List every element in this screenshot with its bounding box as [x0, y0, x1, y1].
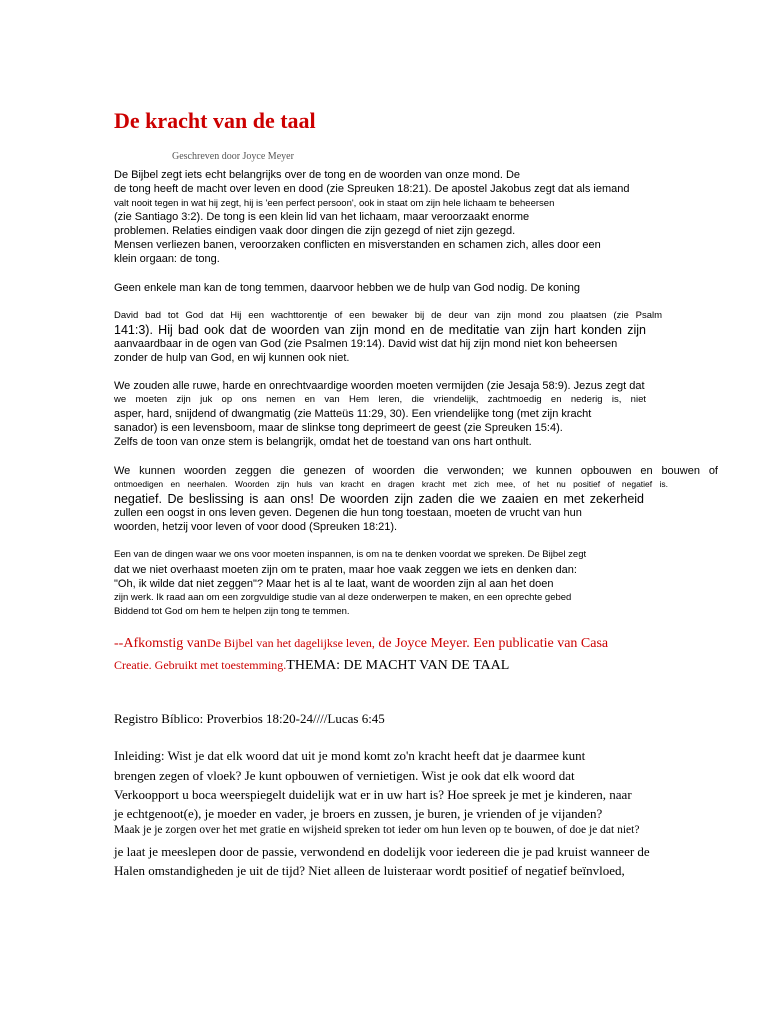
document-title: De kracht van de taal	[114, 108, 316, 133]
p3-line-5: Zelfs de toon van onze stem is belangrijk, omdat het de toestand van ons hart onthult.	[114, 436, 532, 448]
intro-line-3: Verkoopport u boca weerspiegelt duidelijk wat er in uw hart is? Hoe spreek je met je kinderen, naar	[114, 787, 632, 802]
p1-line-6: Mensen verliezen banen, veroorzaken conflicten en misverstanden en schamen zich, alles door een	[114, 239, 601, 251]
p4-line-5: woorden, hetzij voor leven of voor dood (Spreuken 18:21).	[114, 521, 398, 533]
p4-line-4: zullen een oogst in ons leven geven. Degenen die hun tong toestaan, moeten de vrucht van hun	[114, 507, 582, 519]
source-publisher: de Joyce Meyer. Een publicatie van Casa	[374, 636, 609, 651]
intro-line-2: brengen zegen of vloek? Je kunt opbouwen of vernietigen. Wist je ook dat elk woord dat	[114, 768, 575, 783]
p3-line-2: we moeten zijn juk op ons nemen en van Hem leren, die vriendelijk, zachtmoedig en nederig is, niet	[114, 394, 646, 405]
intro-line-7: Halen omstandigheden je uit de tijd? Niet alleen de luisteraar wordt positief of negatief beïnvloed,	[114, 863, 625, 878]
source-line-1	[114, 634, 608, 652]
p2-line-5: zonder de hulp van God, en wij kunnen ook niet.	[114, 352, 350, 364]
source-line-2	[114, 656, 509, 674]
p5-line-2: dat we niet overhaast moeten zijn om te praten, maar hoe vaak zeggen we iets en denken dan:	[114, 564, 577, 576]
p2-line-2: David bad tot God dat Hij een wachttorentje of een bewaker bij de deur van zijn mond zou plaatsen (zie Psalm	[114, 310, 662, 321]
p4-line-3: negatief. De beslissing is aan ons! De woorden zijn zaden die we zaaien en met zekerheid	[114, 492, 644, 506]
intro-line-4: je echtgenoot(e), je moeder en vader, je broers en zussen, je buren, je vrienden of je vijanden?	[114, 806, 603, 821]
p3-line-4: sanador) is een levensboom, maar de slinkse tong deprimeert de geest (zie Spreuken 15:4).	[114, 422, 563, 434]
p5-line-5: Biddend tot God om hem te helpen zijn tong te temmen.	[114, 606, 350, 617]
p5-line-1: Een van de dingen waar we ons voor moeten inspannen, is om na te denken voordat we spreken. De Bijbel zegt	[114, 549, 587, 560]
source-from: Afkomstig van	[123, 636, 207, 651]
p1-line-1: De Bijbel zegt iets echt belangrijks over de tong en de woorden van onze mond. De	[114, 169, 521, 181]
source-book-title: De Bijbel van het dagelijkse leven,	[206, 636, 375, 650]
p2-line-4: aanvaardbaar in de ogen van God (zie Psalmen 19:14). David wist dat hij zijn mond niet kon beheersen	[114, 338, 618, 350]
theme-heading: THEMA: DE MACHT VAN DE TAAL	[286, 658, 510, 673]
p1-line-4: (zie Santiago 3:2). De tong is een klein lid van het lichaam, maar veroorzaakt enorme	[114, 211, 530, 223]
p4-line-2: ontmoedigen en neerhalen. Woorden zijn huls van kracht en dragen kracht met zich mee, of het nu positief of negatief is.	[114, 479, 668, 489]
p1-line-2: de tong heeft de macht over leven en dood (zie Spreuken 18:21). De apostel Jakobus zegt dat als iemand	[114, 183, 630, 195]
intro-line-1: Inleiding: Wist je dat elk woord dat uit je mond komt zo'n kracht heeft dat je daarmee kunt	[114, 748, 586, 763]
author-byline: Geschreven door Joyce Meyer	[172, 151, 294, 162]
p4-line-1: We kunnen woorden zeggen die genezen of woorden die verwonden; we kunnen opbouwen en bouwen of	[114, 465, 718, 477]
p5-line-4: zijn werk. Ik raad aan om een zorgvuldige studie van al deze onderwerpen te maken, en een oprechte gebed	[114, 592, 572, 603]
p2-line-1: Geen enkele man kan de tong temmen, daarvoor hebben we de hulp van God nodig. De koning	[114, 282, 580, 294]
p1-line-3: valt nooit tegen in wat hij zegt, hij is 'een perfect persoon', ook in staat om zijn hele lichaam te beheersen	[114, 198, 555, 209]
source-permission: Creatie. Gebruikt met toestemming.	[114, 658, 287, 672]
p3-line-3: asper, hard, snijdend of dwangmatig (zie Matteüs 11:29, 30). Een vriendelijke tong (met zijn kracht	[114, 408, 592, 420]
p2-line-3: 141:3). Hij bad ook dat de woorden van zijn mond en de meditatie van zijn hart konden zijn	[114, 323, 646, 337]
intro-line-5: Maak je je zorgen over het met gratie en wijsheid spreken tot ieder om hun leven op te bouwen, of doe je dat niet?	[114, 824, 640, 836]
p1-line-7: klein orgaan: de tong.	[114, 253, 220, 265]
p3-line-1: We zouden alle ruwe, harde en onrechtvaardige woorden moeten vermijden (zie Jesaja 58:9). Jezus zegt dat	[114, 380, 645, 392]
p1-line-5: problemen. Relaties eindigen vaak door dingen die zijn gezegd of niet zijn gezegd.	[114, 225, 516, 237]
p5-line-3: "Oh, ik wilde dat niet zeggen"? Maar het is al te laat, want de woorden zijn al aan het doen	[114, 578, 554, 590]
intro-line-6: je laat je meeslepen door de passie, verwondend en dodelijk voor iedereen die je pad kruist wanneer de	[114, 844, 650, 859]
source-dashes: --	[114, 636, 124, 651]
bible-reference: Registro Bíblico: Proverbios 18:20-24////Lucas 6:45	[114, 711, 385, 726]
